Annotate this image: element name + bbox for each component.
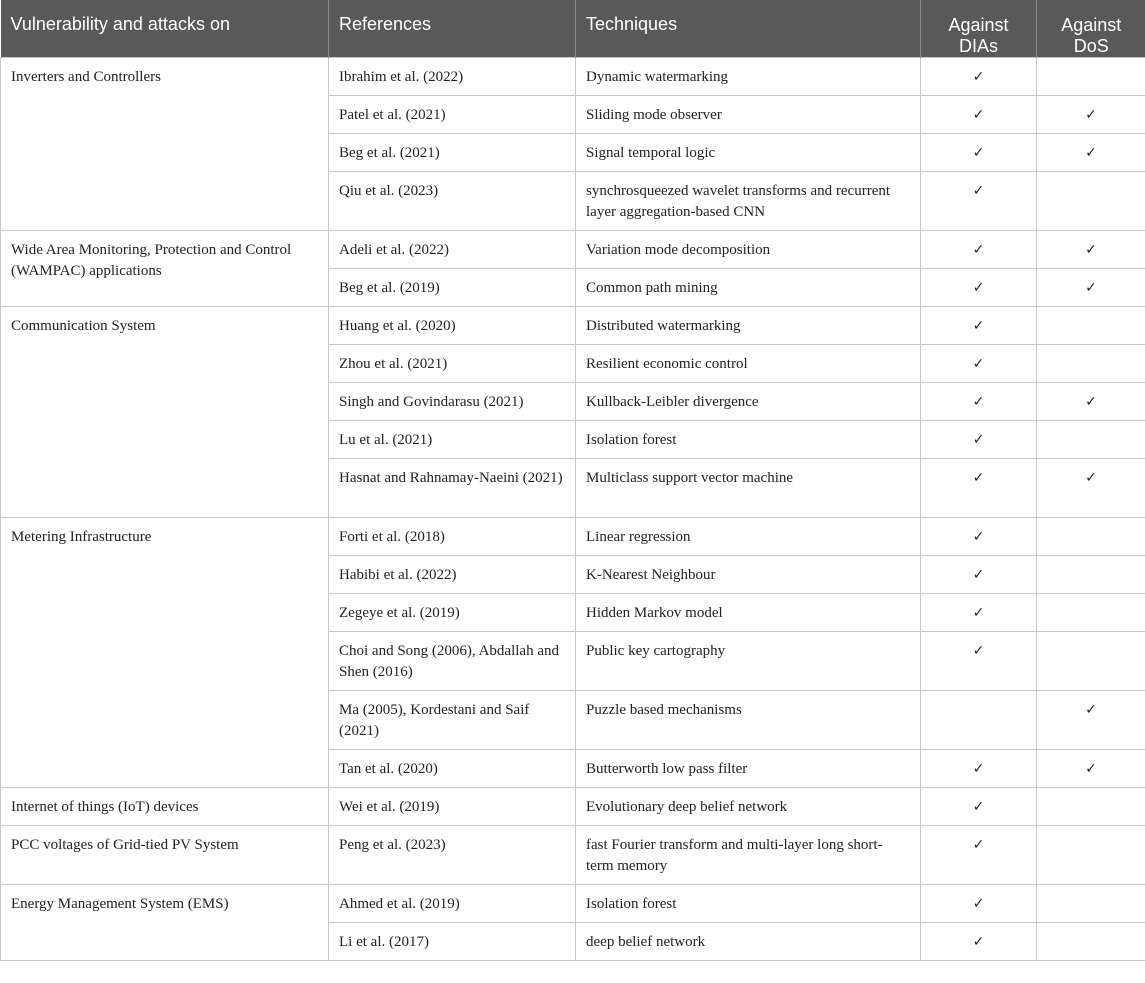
dia-check-cell: ✓ (921, 750, 1037, 788)
group-cell: Wide Area Monitoring, Protection and Control (WAMPAC) applications (1, 231, 329, 307)
reference-cell: Adeli et al. (2022) (329, 231, 576, 269)
technique-cell: Butterworth low pass filter (576, 750, 921, 788)
dia-check-cell: ✓ (921, 518, 1037, 556)
dia-check-cell: ✓ (921, 58, 1037, 96)
table-row (1, 518, 1145, 556)
technique-cell: Puzzle based mechanisms (576, 691, 921, 750)
reference-cell: Ahmed et al. (2019) (329, 885, 576, 923)
technique-cell: Isolation forest (576, 885, 921, 923)
table-header (1, 0, 1145, 58)
dos-check-cell (1037, 58, 1145, 96)
dos-check-cell (1037, 172, 1145, 231)
group-cell: Internet of things (IoT) devices (1, 788, 329, 826)
group-cell: Communication System (1, 307, 329, 518)
reference-cell: Ma (2005), Kordestani and Saif (2021) (329, 691, 576, 750)
technique-cell: fast Fourier transform and multi-layer long short-term memory (576, 826, 921, 885)
dos-check-cell (1037, 923, 1145, 961)
dia-check-cell: ✓ (921, 459, 1037, 518)
dia-check-cell: ✓ (921, 231, 1037, 269)
dia-check-cell: ✓ (921, 96, 1037, 134)
technique-cell: Resilient economic control (576, 345, 921, 383)
reference-cell: Peng et al. (2023) (329, 826, 576, 885)
technique-cell: Evolutionary deep belief network (576, 788, 921, 826)
reference-cell: Beg et al. (2021) (329, 134, 576, 172)
dos-check-cell (1037, 556, 1145, 594)
dos-check-cell (1037, 421, 1145, 459)
reference-cell: Wei et al. (2019) (329, 788, 576, 826)
dos-check-cell: ✓ (1037, 459, 1145, 518)
reference-cell: Patel et al. (2021) (329, 96, 576, 134)
technique-cell: Variation mode decomposition (576, 231, 921, 269)
technique-cell: Sliding mode observer (576, 96, 921, 134)
dos-check-cell: ✓ (1037, 750, 1145, 788)
dia-check-cell: ✓ (921, 383, 1037, 421)
dia-check-cell: ✓ (921, 421, 1037, 459)
reference-cell: Tan et al. (2020) (329, 750, 576, 788)
technique-cell: deep belief network (576, 923, 921, 961)
dos-check-cell (1037, 307, 1145, 345)
dos-check-cell (1037, 885, 1145, 923)
group-cell: Inverters and Controllers (1, 58, 329, 231)
table-row (1, 885, 1145, 923)
dia-check-cell: ✓ (921, 788, 1037, 826)
dia-check-cell: ✓ (921, 172, 1037, 231)
dia-check-cell: ✓ (921, 345, 1037, 383)
dos-check-cell: ✓ (1037, 691, 1145, 750)
dos-check-cell: ✓ (1037, 269, 1145, 307)
reference-cell: Choi and Song (2006), Abdallah and Shen (2016) (329, 632, 576, 691)
technique-cell: Multiclass support vector machine (576, 459, 921, 518)
dos-check-cell (1037, 632, 1145, 691)
technique-cell: Common path mining (576, 269, 921, 307)
reference-cell: Habibi et al. (2022) (329, 556, 576, 594)
table-body (1, 58, 1145, 961)
reference-cell: Lu et al. (2021) (329, 421, 576, 459)
dos-check-cell (1037, 518, 1145, 556)
dia-check-cell (921, 691, 1037, 750)
technique-cell: Public key cartography (576, 632, 921, 691)
dia-check-cell: ✓ (921, 269, 1037, 307)
dos-check-cell (1037, 594, 1145, 632)
reference-cell: Singh and Govindarasu (2021) (329, 383, 576, 421)
dia-check-cell: ✓ (921, 923, 1037, 961)
reference-cell: Ibrahim et al. (2022) (329, 58, 576, 96)
technique-cell: Signal temporal logic (576, 134, 921, 172)
dos-check-cell (1037, 788, 1145, 826)
group-cell: Energy Management System (EMS) (1, 885, 329, 961)
header-techniques: Techniques (576, 0, 921, 58)
technique-cell: Distributed watermarking (576, 307, 921, 345)
reference-cell: Beg et al. (2019) (329, 269, 576, 307)
dia-check-cell: ✓ (921, 594, 1037, 632)
header-vulnerability: Vulnerability and attacks on (1, 0, 329, 58)
reference-cell: Huang et al. (2020) (329, 307, 576, 345)
dia-check-cell: ✓ (921, 826, 1037, 885)
dia-check-cell: ✓ (921, 307, 1037, 345)
dos-check-cell: ✓ (1037, 231, 1145, 269)
dos-check-cell (1037, 826, 1145, 885)
technique-cell: Dynamic watermarking (576, 58, 921, 96)
table-row (1, 231, 1145, 269)
reference-cell: Hasnat and Rahnamay-Naeini (2021) (329, 459, 576, 518)
technique-cell: synchrosqueezed wavelet transforms and recurrent layer aggregation-based CNN (576, 172, 921, 231)
dia-check-cell: ✓ (921, 632, 1037, 691)
table-row (1, 58, 1145, 96)
group-cell: Metering Infrastructure (1, 518, 329, 788)
dia-check-cell: ✓ (921, 885, 1037, 923)
technique-cell: Hidden Markov model (576, 594, 921, 632)
table-row (1, 826, 1145, 885)
dos-check-cell: ✓ (1037, 134, 1145, 172)
header-against-dias: Against DIAs (921, 0, 1037, 58)
header-row (1, 0, 1145, 58)
header-references: References (329, 0, 576, 58)
reference-cell: Zhou et al. (2021) (329, 345, 576, 383)
group-cell: PCC voltages of Grid-tied PV System (1, 826, 329, 885)
reference-cell: Qiu et al. (2023) (329, 172, 576, 231)
header-against-dos: Against DoS (1037, 0, 1145, 58)
reference-cell: Li et al. (2017) (329, 923, 576, 961)
technique-cell: K-Nearest Neighbour (576, 556, 921, 594)
dia-check-cell: ✓ (921, 134, 1037, 172)
technique-cell: Kullback-Leibler divergence (576, 383, 921, 421)
table-row (1, 307, 1145, 345)
dos-check-cell: ✓ (1037, 383, 1145, 421)
technique-cell: Linear regression (576, 518, 921, 556)
technique-cell: Isolation forest (576, 421, 921, 459)
dia-check-cell: ✓ (921, 556, 1037, 594)
reference-cell: Zegeye et al. (2019) (329, 594, 576, 632)
reference-cell: Forti et al. (2018) (329, 518, 576, 556)
table-row (1, 788, 1145, 826)
dos-check-cell (1037, 345, 1145, 383)
dos-check-cell: ✓ (1037, 96, 1145, 134)
